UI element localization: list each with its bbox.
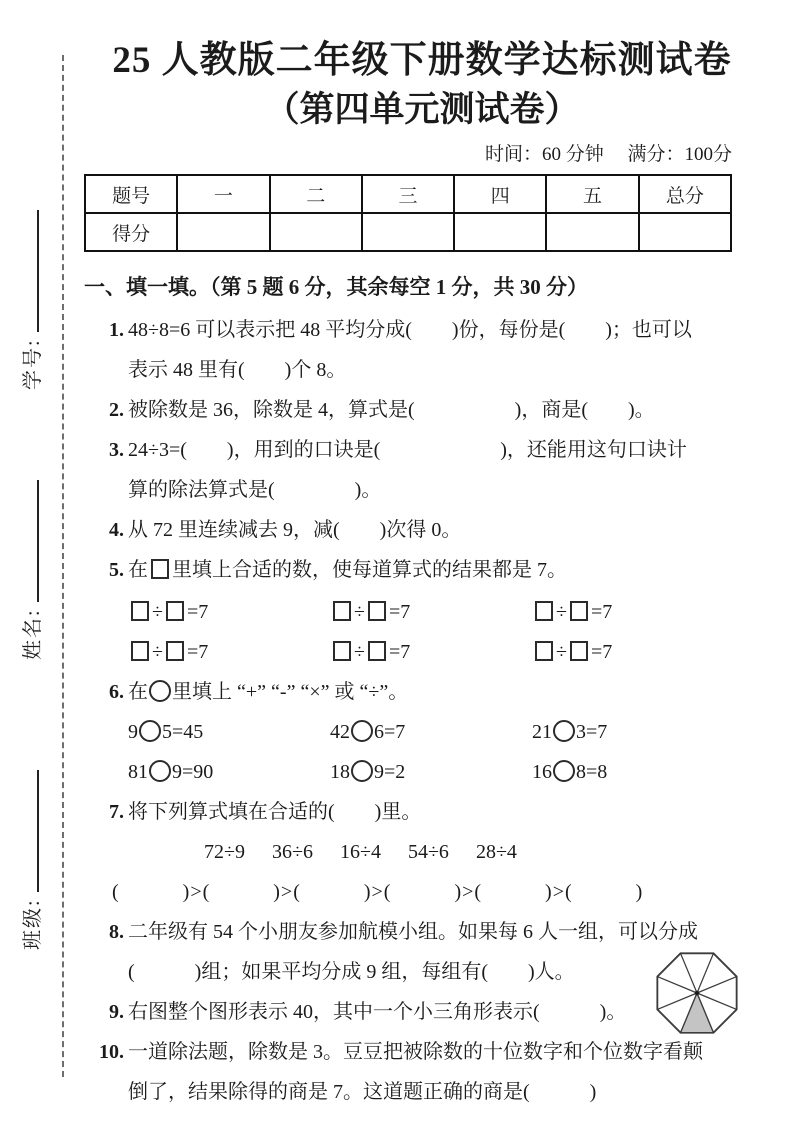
question-6-equation-row [128, 752, 760, 792]
division-expression: 28÷4 [475, 841, 517, 863]
class-blank-line [21, 770, 39, 892]
question-9-number: 9. [109, 1001, 124, 1023]
division-expression: 54÷6 [407, 841, 449, 863]
question-line: ( )组；如果平均分成 9 组，每组有( )人。 [128, 961, 575, 983]
circle-equation: 81 9=90 [128, 761, 214, 783]
question-line: 一道除法题，除数是 3。豆豆把被除数的十位数字和个位数字看颠 [128, 1041, 703, 1063]
question-5 [84, 550, 760, 672]
question-line: 右图整个图形表示 40，其中一个小三角形表示( )。 [128, 1001, 627, 1023]
question-1 [84, 310, 760, 390]
score-table [84, 174, 732, 252]
class-label: 班级: [22, 898, 44, 950]
division-expression: 72÷9 [204, 841, 245, 863]
score-table-score-row [85, 213, 731, 251]
question-line: 从 72 里连续减去 9，减( )次得 0。 [128, 519, 462, 541]
section-1-heading: 一、填一填。（第 5 题 6 分，其余每空 1 分，共 30 分） [84, 275, 588, 299]
student-name-label: 姓名: [22, 608, 44, 660]
score-table-cell-part4: 四 [454, 175, 546, 213]
score-empty-cell [639, 213, 731, 251]
octagon-figure [652, 946, 742, 1040]
circle-equation: 21 3=7 [532, 721, 608, 743]
circle-blank-icon [149, 680, 171, 702]
square-blank-icon [166, 641, 184, 661]
square-blank-icon [151, 559, 169, 579]
square-blank-icon [368, 601, 386, 621]
square-equation: ÷ =7 [532, 592, 734, 632]
question-line: 在 里填上 “+” “-” “×” 或 “÷”。 [128, 681, 409, 703]
question-line: 在 里填上合适的数，使每道算式的结果都是 7。 [128, 559, 567, 581]
square-blank-icon [535, 601, 553, 621]
score-empty-cell [546, 213, 638, 251]
division-expression: 36÷6 [271, 841, 313, 863]
question-10-number: 10. [99, 1041, 124, 1063]
square-equation: ÷ =7 [330, 592, 532, 632]
student-id-label: 学号: [22, 338, 44, 390]
question-6-equation-row [128, 712, 760, 752]
square-equation: ÷ =7 [330, 632, 532, 672]
question-7-expression-row [204, 832, 760, 872]
question-3 [84, 430, 760, 510]
fold-dashed-line [62, 55, 64, 1077]
score-empty-cell [362, 213, 454, 251]
question-5-equation-row [128, 632, 760, 672]
circle-equation: 18 9=2 [330, 761, 406, 783]
circle-blank-icon [351, 720, 373, 742]
circle-blank-icon [351, 760, 373, 782]
score-table-cell-part5: 五 [546, 175, 638, 213]
circle-blank-icon [553, 760, 575, 782]
score-table-cell-part1: 一 [177, 175, 269, 213]
square-blank-icon [131, 601, 149, 621]
question-7 [84, 792, 760, 912]
question-line: 表示 48 里有( )个 8。 [128, 359, 347, 381]
question-4-number: 4. [109, 519, 124, 541]
shaded-triangle [681, 993, 714, 1033]
question-line: 二年级有 54 个小朋友参加航模小组。如果每 6 人一组，可以分成 [128, 921, 698, 943]
score-empty-cell [454, 213, 546, 251]
circle-equation: 16 8=8 [532, 761, 608, 783]
question-2 [84, 390, 760, 430]
question-8-number: 8. [109, 921, 124, 943]
square-equation: ÷ =7 [128, 592, 330, 632]
student-name-blank-line [21, 480, 39, 602]
square-blank-icon [535, 641, 553, 661]
circle-equation: 42 6=7 [330, 721, 406, 743]
score-table-cell-part2: 二 [270, 175, 362, 213]
square-blank-icon [333, 601, 351, 621]
division-expression: 16÷4 [339, 841, 381, 863]
score-table-cell-total: 总分 [639, 175, 731, 213]
question-7-number: 7. [109, 801, 124, 823]
score-label-cell: 得分 [85, 213, 177, 251]
circle-blank-icon [553, 720, 575, 742]
circle-blank-icon [139, 720, 161, 742]
question-line: 算的除法算式是( )。 [128, 479, 382, 501]
question-line: 48÷8=6 可以表示把 48 平均分成( )份，每份是( )；也可以 [128, 319, 692, 341]
question-7-comparison-blanks: ( )>( )>( )>( )>( )>( ) [112, 881, 644, 903]
square-equation: ÷ =7 [128, 632, 330, 672]
question-5-equation-row [128, 592, 760, 632]
octagon-center-dot [695, 991, 699, 995]
question-line: 被除数是 36，除数是 4，算式是( )，商是( )。 [128, 399, 655, 421]
student-id-blank-line [21, 210, 39, 332]
question-10 [84, 1032, 760, 1112]
time-and-score-info: 时间：60 分钟 满分：100分 [484, 144, 732, 165]
score-table-header-row [85, 175, 731, 213]
square-blank-icon [333, 641, 351, 661]
page-title-line1: 25 人教版二年级下册数学达标测试卷 [112, 40, 732, 81]
student-name-field [16, 480, 45, 660]
question-line: 将下列算式填在合适的( )里。 [128, 801, 422, 823]
score-table-cell-question-no: 题号 [85, 175, 177, 213]
question-6-number: 6. [109, 681, 124, 703]
score-empty-cell [270, 213, 362, 251]
score-empty-cell [177, 213, 269, 251]
question-3-number: 3. [109, 439, 124, 461]
square-blank-icon [368, 641, 386, 661]
circle-blank-icon [149, 760, 171, 782]
square-blank-icon [570, 601, 588, 621]
question-line: 倒了，结果除得的商是 7。这道题正确的商是( ) [128, 1081, 597, 1103]
class-field [16, 770, 45, 950]
question-line: 24÷3=( )，用到的口诀是( )，还能用这句口诀计 [128, 439, 687, 461]
student-id-field [16, 210, 45, 390]
square-equation: ÷ =7 [532, 632, 734, 672]
score-table-cell-part3: 三 [362, 175, 454, 213]
question-6 [84, 672, 760, 792]
square-blank-icon [131, 641, 149, 661]
question-5-number: 5. [109, 559, 124, 581]
square-blank-icon [570, 641, 588, 661]
question-1-number: 1. [109, 319, 124, 341]
square-blank-icon [166, 601, 184, 621]
question-4 [84, 510, 760, 550]
question-2-number: 2. [109, 399, 124, 421]
circle-equation: 9 5=45 [128, 721, 204, 743]
page-title-line2: （第四单元测试卷） [264, 90, 580, 129]
